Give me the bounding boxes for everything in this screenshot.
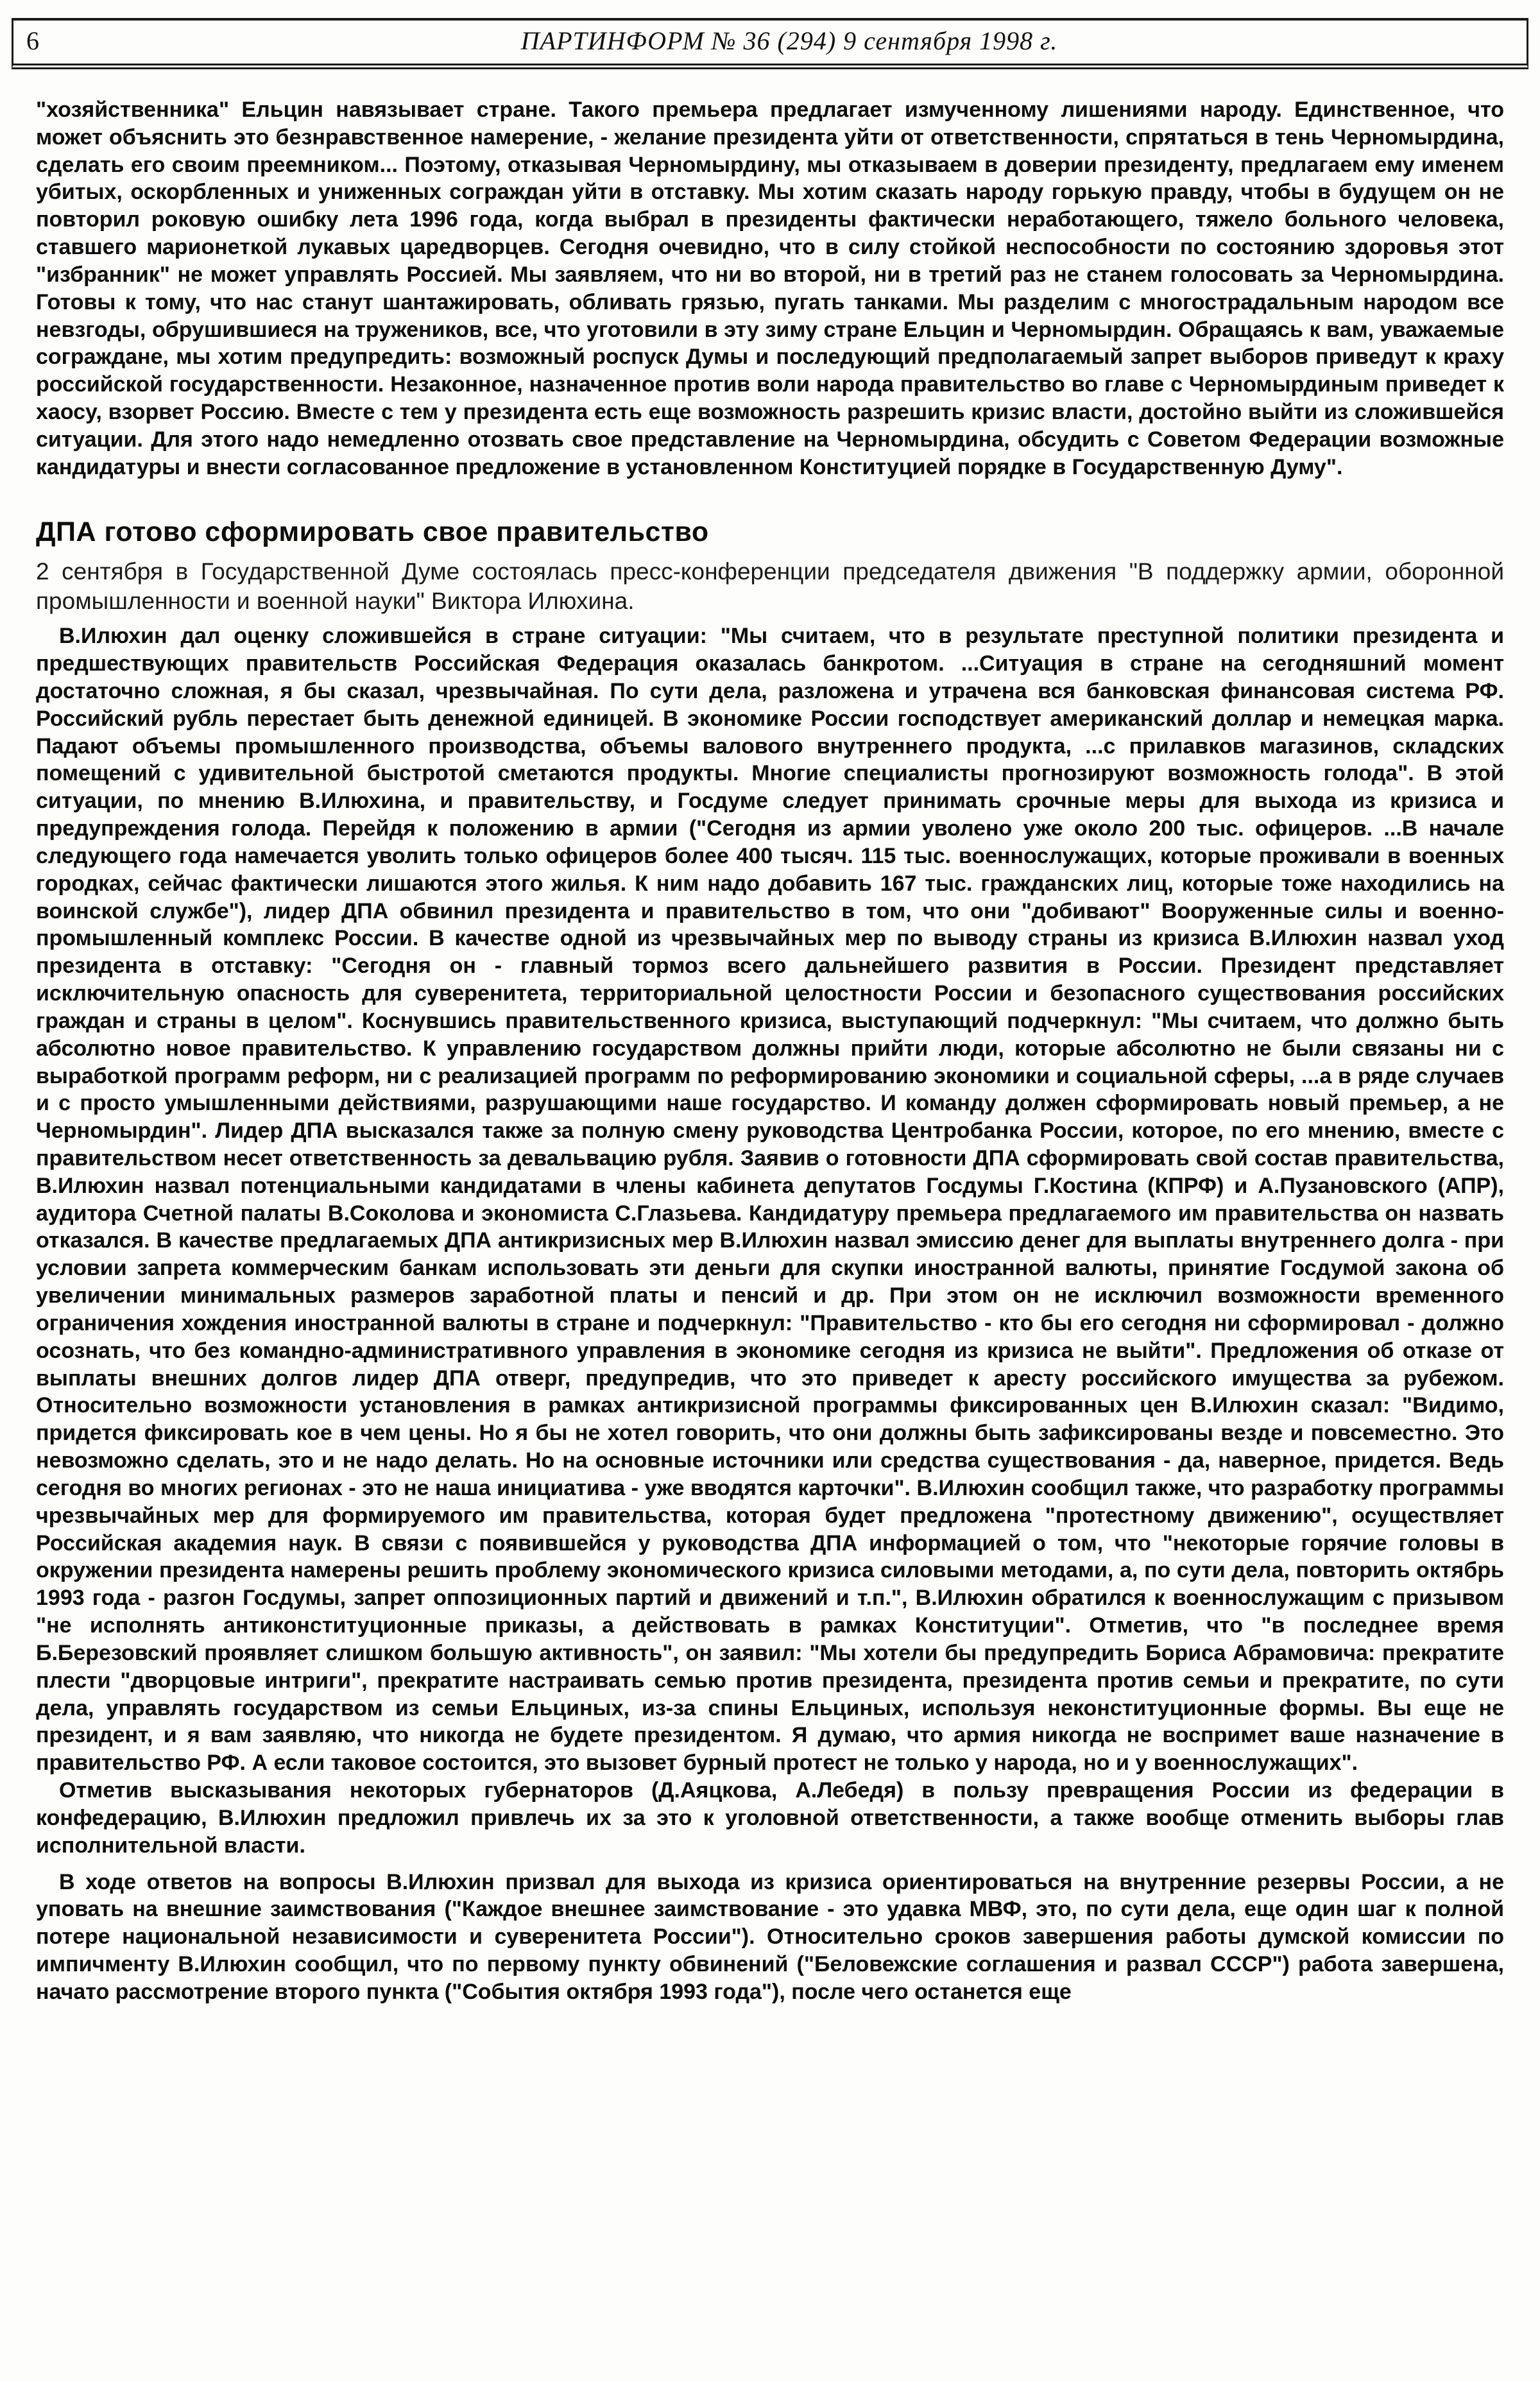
body-paragraph: В ходе ответов на вопросы В.Илюхин призвал для выхода из кризиса ориентироваться на внутренние резервы России, а не уповать на внешние заимствования ("Каждое внешнее заимствование - это удавка МВФ, это, по сути дела, еще один шаг к полной потере национальной независимости и суверенитета России"). Относительно сроков завершения работы думской комиссии по импичменту В.Илюхин сообщил, что по первому пункту обвинений ("Беловежские соглашения и развал СССР") работа завершена, начато рассмотрение второго пункта ("События октября 1993 года"), после чего останется еще (36, 1869, 1504, 2004)
continuation-paragraph: "хозяйственника" Ельцин навязывает стране. Такого премьера предлагает измученному лишениями народу. Единственное, что может объяснить это безнравственное намерение, - желание президента уйти от ответственности, спрятаться в тень Черномырдина, сделать его своим преемником... Поэтому, отказывая Черномырдину, мы отказываем в доверии президенту, предлагаем ему именем убитых, оскорбленных и униженных сограждан уйти в отставку. Мы хотим сказать народу горькую правду, чтобы в будущем он не повторил роковую ошибку лета 1996 года, когда выбрал в президенты фактически неработающего, тяжело больного человека, ставшего марионеткой лукавых царедворцев. Сегодня очевидно, что в силу стойкой неспособности по состоянию здоровья этот "избранник" не может управлять Россией. Мы заявляем, что ни во второй, ни в третий раз не станем голосовать за Черномырдина. Готовы к тому, что нас станут шантажировать, обливать грязью, пугать танками. Мы разделим с многострадальным народом все невзгоды, обрушившиеся на тружеников, все, что уготовили в эту зиму стране Ельцин и Черномырдин. Обращаясь к вам, уважаемые сограждане, мы хотим предупредить: возможный роспуск Думы и последующий предполагаемый запрет выборов приведут к краху российской государственности. Незаконное, назначенное против воли народа правительство во главе с Черномырдиным приведет к хаосу, взорвет Россию. Вместе с тем у президента есть еще возможность разрешить кризис власти, достойно выйти из сложившейся ситуации. Для этого надо немедленно отозвать свое представление на Черномырдина, обсудить с Советом Федерации возможные кандидатуры и внести согласованное предложение в установленном Конституцией порядке в Государственную Думу". (36, 98, 1504, 479)
article-body (0, 69, 1540, 2006)
newsletter-title: ПАРТИНФОРМ № 36 (294) 9 сентября 1998 г. (520, 26, 1058, 55)
page-number: 6 (26, 26, 39, 55)
body-paragraph: Отметив высказывания некоторых губернаторов (Д.Аяцкова, А.Лебедя) в пользу превращения России из федерации в конфедерацию, В.Илюхин предложил привлечь их за это к уголовной ответственности, а также вообще отменить выборы глав исполнительной власти. (36, 1778, 1504, 1858)
section-heading: ДПА готово сформировать свое правительство (36, 516, 709, 547)
page-header (12, 18, 1528, 69)
body-paragraph: В.Илюхин дал оценку сложившейся в стране ситуации: "Мы считаем, что в результате преступной политики президента и предшествующих правительств Российская Федерация оказалась банкротом. ...Ситуация в стране на сегодняшний момент достаточно сложная, я бы сказал, чрезвычайная. По сути дела, разложена и утрачена вся банковская финансовая система РФ. Российский рубль перестает быть денежной единицей. В экономике России господствует американский доллар и немецкая марка. Падают объемы промышленного производства, объемы валового внутреннего продукта, ...с прилавков магазинов, складских помещений с удивительной быстротой сметаются продукты. Многие специалисты прогнозируют возможность голода". В этой ситуации, по мнению В.Илюхина, и правительству, и Госдуме следует принимать срочные меры для выхода из кризиса и предупреждения голода. Перейдя к положению в армии ("Сегодня из армии уволено уже около 200 тыс. офицеров. ...В начале следующего года намечается уволить только офицеров более 400 тысяч. 115 тыс. военнослужащих, которые проживали в военных городках, сейчас фактически лишаются этого жилья. К ним надо добавить 167 тыс. гражданских лиц, которые тоже находились на воинской службе"), лидер ДПА обвинил президента и правительство в том, что они "добивают" Вооруженные силы и военно-промышленный комплекс России. В качестве одной из чрезвычайных мер по выводу страны из кризиса В.Илюхин назвал уход президента в отставку: "Сегодня он - главный тормоз всего дальнейшего развития в России. Президент представляет исключительную опасность для суверенитета, территориальной целостности России и безопасного существования российских граждан и страны в целом". Коснувшись правительственного кризиса, выступающий подчеркнул: "Мы считаем, что должно быть абсолютно новое правительство. К управлению государством должны прийти люди, которые абсолютно не были связаны ни с выработкой программ реформ, ни с реализацией программ по реформированию экономики и социальной сферы, ...а в ряде случаев и с просто умышленными действиями, разрушающими наше государство. И команду должен сформировать новый премьер, а не Черномырдин". Лидер ДПА высказался также за полную смену руководства Центробанка России, которое, по его мнению, вместе с правительством несет ответственность за девальвацию рубля. Заявив о готовности ДПА сформировать свой состав правительства, В.Илюхин назвал потенциальными кандидатами в члены кабинета депутатов Госдумы Г.Костина (КПРФ) и А.Пузановского (АПР), аудитора Счетной палаты В.Соколова и экономиста С.Глазьева. Кандидатуру премьера предлагаемого им правительства он назвать отказался. В качестве предлагаемых ДПА антикризисных мер В.Илюхин назвал эмиссию денег для выплаты внутреннего долга - при условии запрета коммерческим банкам использовать эти деньги для скупки иностранной валюты, принятие Госдумой закона об увеличении минимальных размеров заработной платы и пенсий и др. При этом он не исключил возможности временного ограничения хождения иностранной валюты в стране и подчеркнул: "Правительство - кто бы его сегодня ни сформировал - должно осознать, что без командно-административного управления в экономике сегодня из кризиса не выйти". Предложения об отказе от выплаты внешних долгов лидер ДПА отверг, предупредив, что это приведет к аресту российского имущества за рубежом. Относительно возможности установления в рамках антикризисной программы фиксированных цен В.Илюхин сказал: "Видимо, придется фиксировать кое в чем цены. Но я бы не хотел говорить, что они должны быть зафиксированы везде и повсеместно. Это невозможно сделать, это и не надо делать. Но на основные источники или средства существования - да, наверное, придется. Ведь сегодня во многих регионах - это не наша инициатива - уже вводятся карточки". В.Илюхин сообщил также, что разработку программы чрезвычайных мер для формируемого им правительства, которая будет предложена "протестному движению", осуществляет Российская академия наук. В связи с появившейся у руководства ДПА информацией о том, что "некоторые горячие головы в окружении президента намерены решить проблему экономического кризиса силовыми методами, а, по сути дела, повторить октябрь 1993 года - разгон Госдумы, запрет оппозиционных партий и движений и т.п.", В.Илюхин обратился к военнослужащим с призывом "не исполнять антиконституционные приказы, а действовать в рамках Конституции". Отметив, что "в последнее время Б.Березовский проявляет слишком большую активность", он заявил: "Мы хотели бы предупредить Бориса Абрамовича: прекратите плести "дворцовые интриги", прекратите настраивать семью против президента, президента против семьи и прекратите, по сути дела, управлять государством из семьи Ельциных, из-за спины Ельциных, используя неконституционные формы. Вы еще не президент, и я вам заявляю, что никогда не будете президентом. Я думаю, что армия никогда не воспримет ваше назначение в правительство РФ. А если таковое состоится, это вызовет бурный протест не только у народа, но и у военнослужащих". (36, 624, 1504, 1776)
lead-paragraph: 2 сентября в Государственной Думе состоялась пресс-конференции председателя движения "В поддержку армии, оборонной промышленности и военной науки" Виктора Илюхина. (36, 558, 1504, 615)
